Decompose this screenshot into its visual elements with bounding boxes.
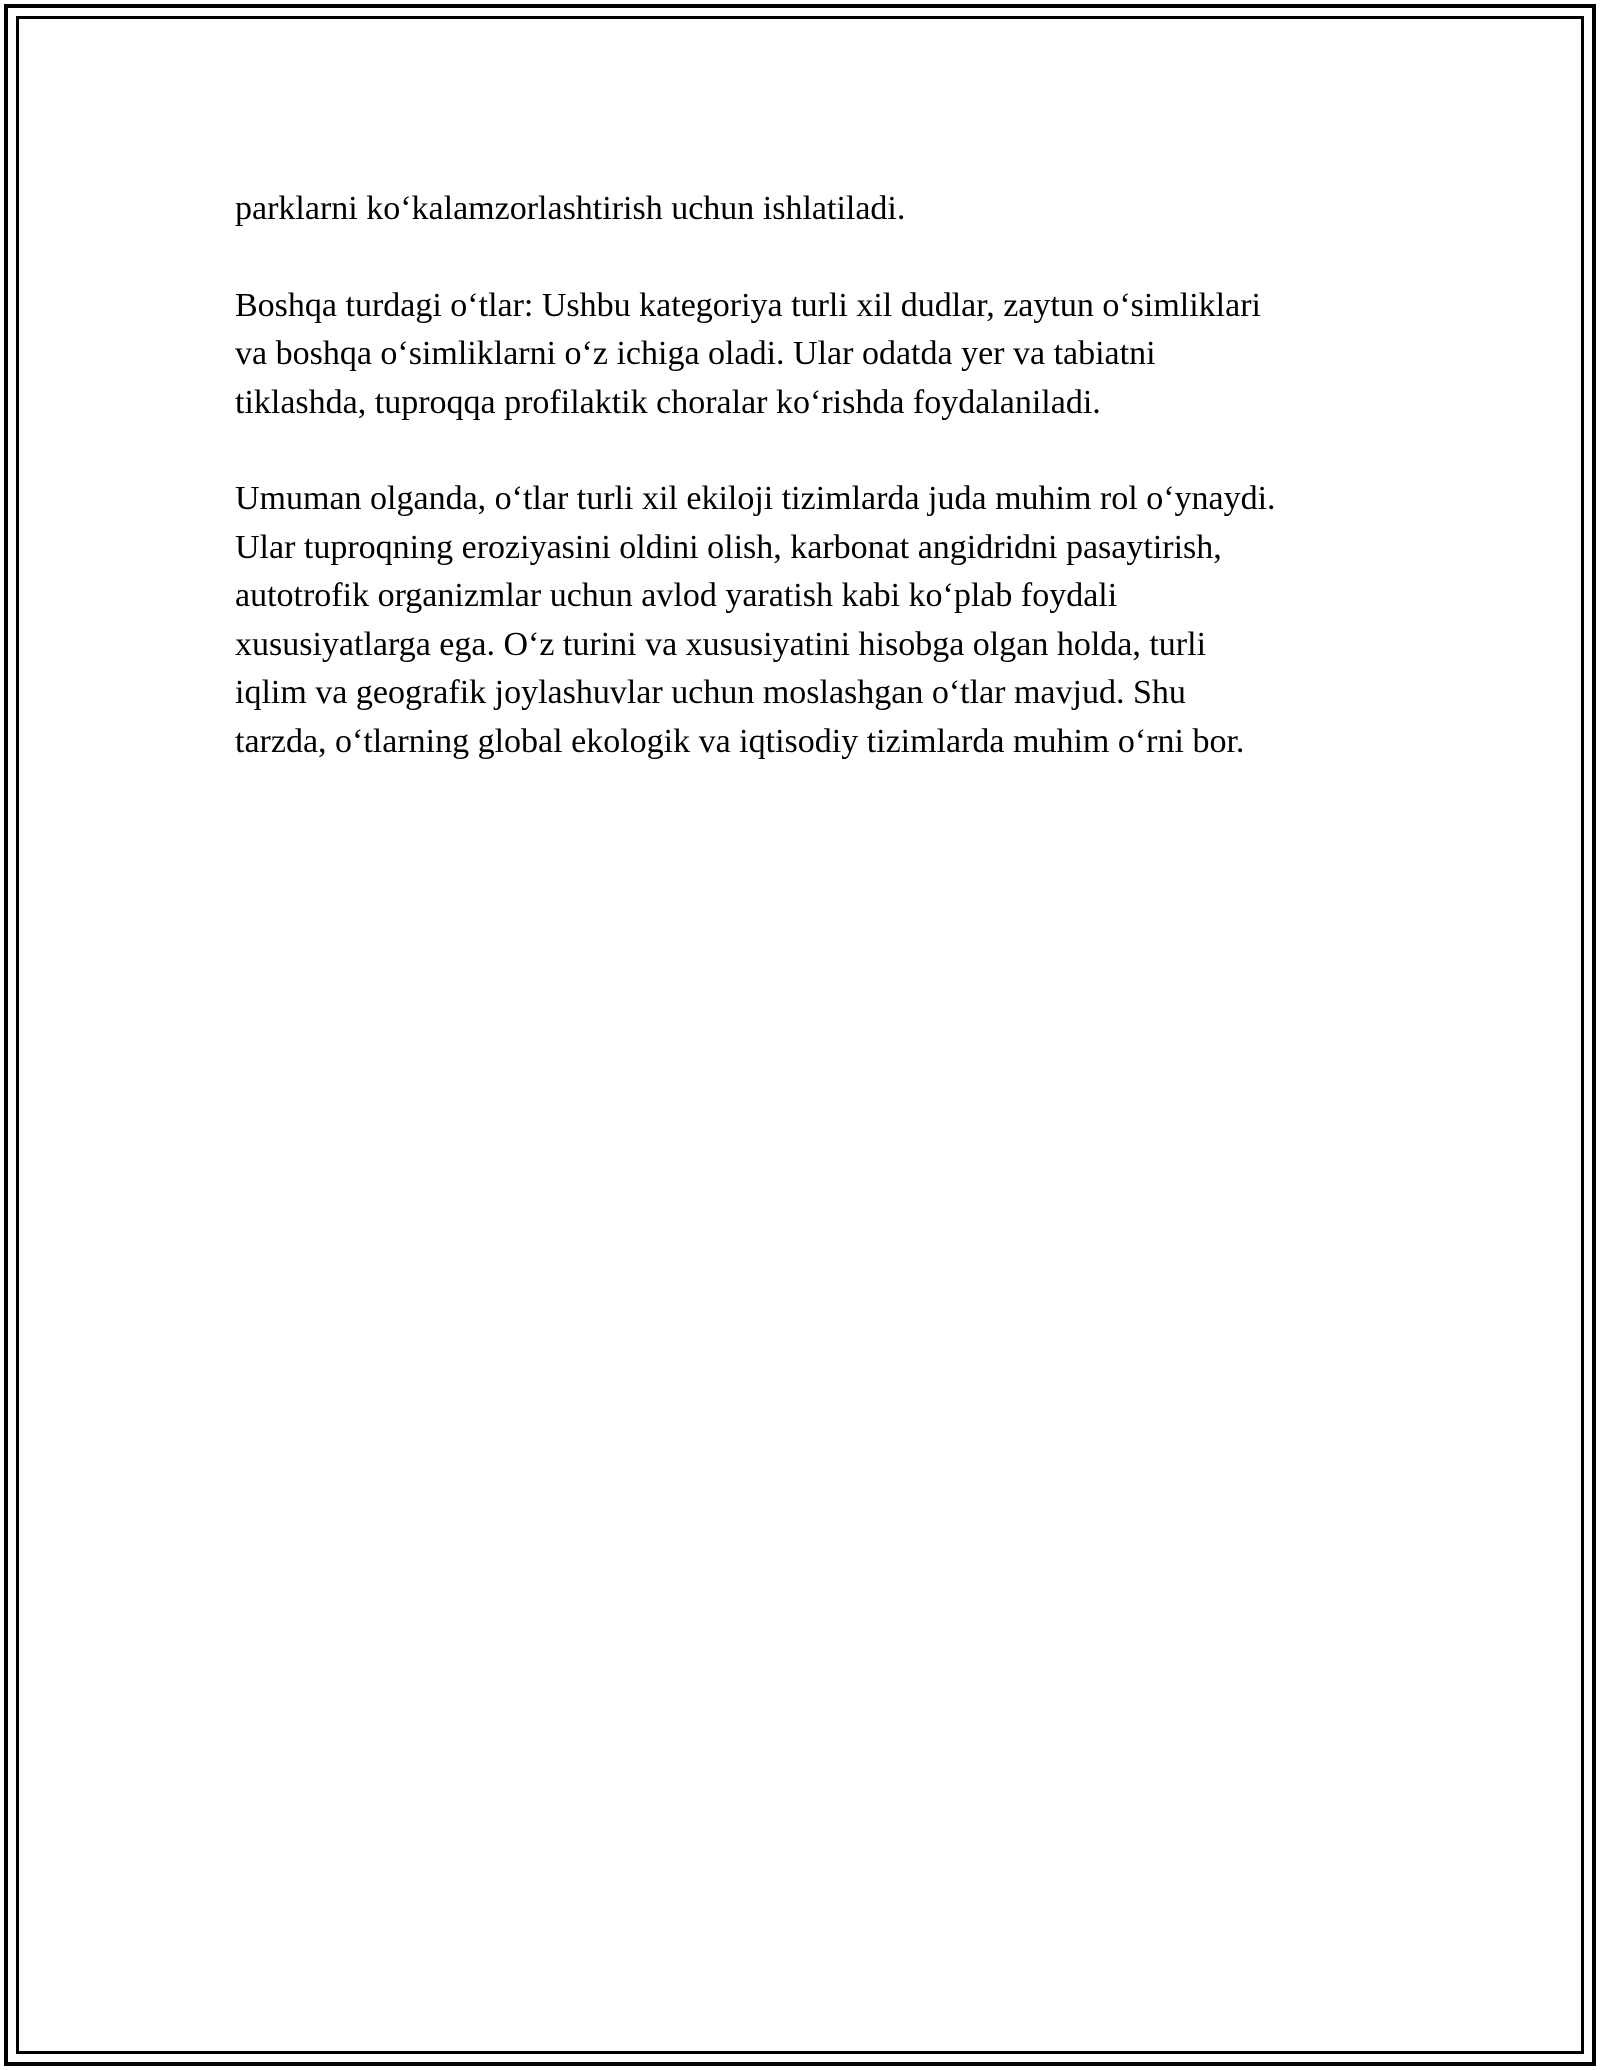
text-line: autotrofik organizmlar uchun avlod yaratish kabi ko‘plab foydali [235,577,1118,614]
text-line: parklarni ko‘kalamzorlashtirish uchun ishlatiladi. [235,190,906,227]
paragraph-conclusion [235,475,1395,766]
text-line: tiklashda, tuproqqa profilaktik choralar ko‘rishda foydalaniladi. [235,383,1101,421]
text-line: iqlim va geografik joylashuvlar uchun moslashgan o‘tlar mavjud. Shu [235,674,1186,711]
text-line: tarzda, o‘tlarning global ekologik va iqtisodiy tizimlarda muhim o‘rni bor. [235,722,1245,760]
text-line: va boshqa o‘simliklarni o‘z ichiga oladi. Ular odatda yer va tabiatni [235,335,1156,372]
text-line: Umuman olganda, o‘tlar turli xil ekiloji tizimlarda juda muhim rol o‘ynaydi. [235,480,1276,517]
document-body [235,185,1395,814]
paragraph-other-grasses [235,282,1395,428]
text-line: Ular tuproqning eroziyasini oldini olish, karbonat angidridni pasaytirish, [235,528,1222,566]
paragraph-continuation [235,185,1395,234]
text-line: Boshqa turdagi o‘tlar: Ushbu kategoriya turli xil dudlar, zaytun o‘simliklari [235,286,1261,324]
text-line: xususiyatlarga ega. O‘z turini va xususiyatini hisobga olgan holda, turli [235,625,1207,663]
